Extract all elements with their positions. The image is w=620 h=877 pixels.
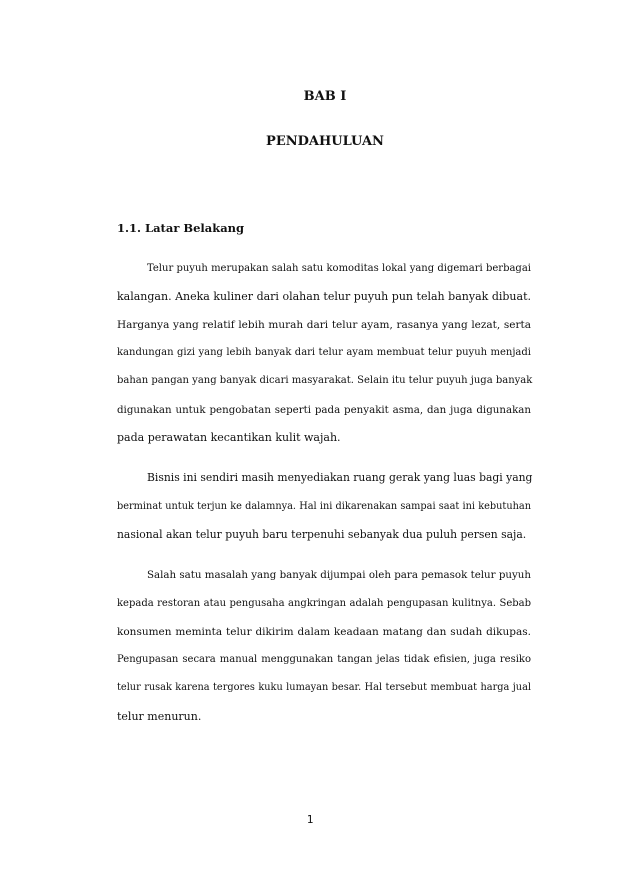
paragraph-2-line: Bisnis ini sendiri masih menyediakan ruang gerak yang luas bagi yang	[147, 471, 533, 484]
paragraph-1-line: bahan pangan yang banyak dicari masyarakat. Selain itu telur puyuh juga banyak	[117, 375, 533, 386]
paragraph-3-line: Pengupasan secara manual menggunakan tangan jelas tidak efisien, juga resiko	[117, 654, 531, 665]
paragraph-3-line: konsumen meminta telur dikirim dalam keadaan matang dan sudah dikupas.	[117, 626, 531, 638]
paragraph-1-line: pada perawatan kecantikan kulit wajah.	[117, 431, 341, 444]
page-number: 1	[306, 813, 314, 826]
paragraph-1-line: kalangan. Aneka kuliner dari olahan telur puyuh pun telah banyak dibuat.	[117, 290, 531, 303]
paragraph-3-line: kepada restoran atau pengusaha angkringan adalah pengupasan kulitnya. Sebab	[117, 598, 531, 609]
paragraph-3-line: telur menurun.	[117, 710, 202, 723]
chapter-title: PENDAHULUAN	[266, 134, 384, 149]
paragraph-2-line: berminat untuk terjun ke dalamnya. Hal ini dikarenakan sampai saat ini kebutuhan	[117, 501, 531, 512]
paragraph-1-line: kandungan gizi yang lebih banyak dari telur ayam membuat telur puyuh menjadi	[117, 347, 531, 358]
paragraph-3-line: Salah satu masalah yang banyak dijumpai oleh para pemasok telur puyuh	[147, 569, 531, 581]
paragraph-1-line: Telur puyuh merupakan salah satu komoditas lokal yang digemari berbagai	[147, 263, 531, 274]
paragraph-1-line: digunakan untuk pengobatan seperti pada penyakit asma, dan juga digunakan	[117, 404, 531, 416]
paragraph-2-line: nasional akan telur puyuh baru terpenuhi sebanyak dua puluh persen saja.	[117, 528, 527, 541]
chapter-number: BAB I	[303, 89, 347, 104]
paragraph-1-line: Harganya yang relatif lebih murah dari telur ayam, rasanya yang lezat, serta	[117, 319, 531, 331]
paragraph-3-line: telur rusak karena tergores kuku lumayan besar. Hal tersebut membuat harga jual	[117, 682, 531, 693]
section-heading: 1.1. Latar Belakang	[117, 221, 245, 235]
